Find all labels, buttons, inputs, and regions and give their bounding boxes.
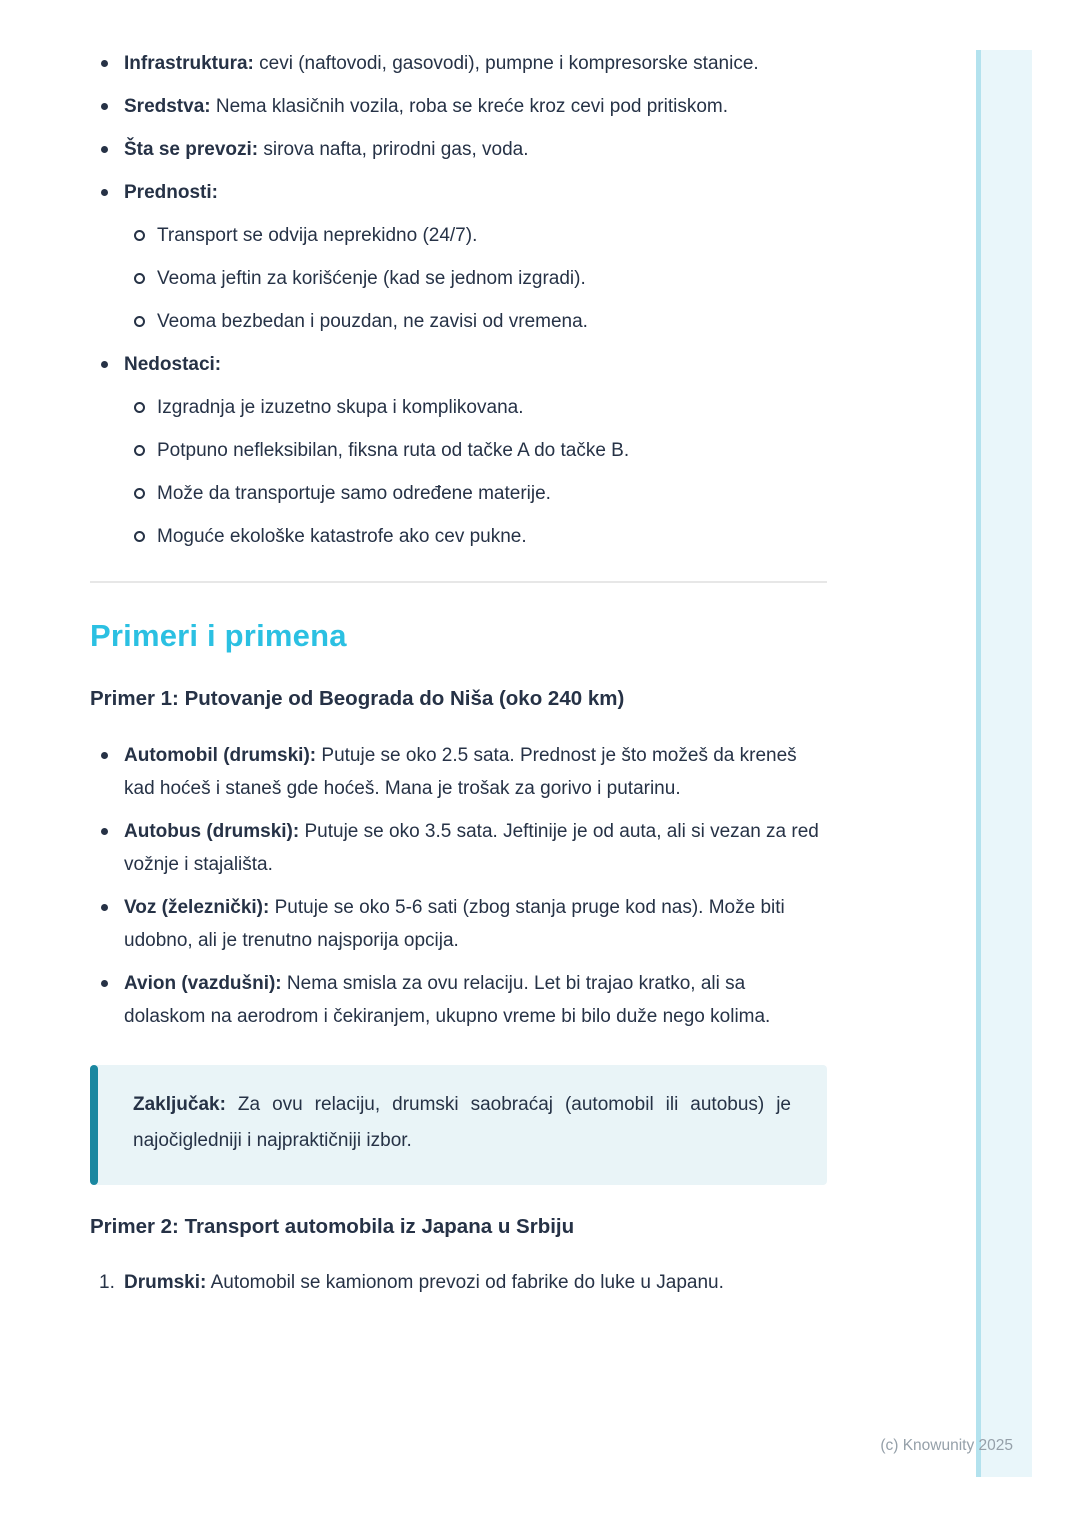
circle-bullet-icon <box>134 531 145 542</box>
callout-accent-bar <box>90 1065 98 1185</box>
circle-bullet-icon <box>134 273 145 284</box>
conclusion-callout <box>90 1065 827 1185</box>
sublist-item <box>124 520 827 553</box>
bullet-icon <box>101 189 108 196</box>
sublist-item <box>124 262 827 295</box>
sublist-item-text: Izgradnja je izuzetno skupa i komplikovana. <box>157 397 524 418</box>
list-item-prednosti <box>90 176 827 338</box>
circle-bullet-icon <box>134 445 145 456</box>
primer2-list <box>90 1266 827 1299</box>
list-item-sredstva <box>90 90 827 123</box>
list-item-text: Nema klasičnih vozila, roba se kreće kroz cevi pod pritiskom. <box>215 96 729 117</box>
list-item-label: Nedostaci: <box>124 354 222 375</box>
bullet-icon <box>101 828 108 835</box>
list-item-text: Nema smisla za ovu relaciju. Let bi trajao kratko, ali sa dolaskom na aerodrom i čekiranjem, ukupno vreme bi bilo duže nego kolima. <box>124 973 771 1027</box>
bullet-icon <box>101 146 108 153</box>
ordinal-marker: 1. <box>99 1272 115 1293</box>
sublist-item-text: Može da transportuje samo određene materije. <box>157 483 551 504</box>
pipeline-properties-list <box>90 47 827 553</box>
sublist-item-text: Transport se odvija neprekidno (24/7). <box>157 225 478 246</box>
list-item-label: Šta se prevozi: <box>124 139 259 160</box>
list-item-label: Voz (železnički): <box>124 897 270 918</box>
callout-label: Zaključak: <box>133 1094 226 1115</box>
primer1-list <box>90 739 827 1033</box>
nedostaci-sublist <box>124 391 827 553</box>
copyright-note: (c) Knowunity 2025 <box>880 1437 1013 1454</box>
sublist-item-text: Veoma bezbedan i pouzdan, ne zavisi od vremena. <box>157 311 588 332</box>
list-item-infrastruktura <box>90 47 827 80</box>
list-item-label: Automobil (drumski): <box>124 745 317 766</box>
prednosti-sublist <box>124 219 827 338</box>
list-item-text: sirova nafta, prirodni gas, voda. <box>263 139 529 160</box>
list-item-text: Putuje se oko 3.5 sata. Jeftinije je od auta, ali si vezan za red vožnje i stajališta. <box>124 821 819 875</box>
section-title: Primeri i primena <box>90 618 347 653</box>
sublist-item <box>124 434 827 467</box>
list-item-nedostaci <box>90 348 827 553</box>
callout-text <box>133 1087 791 1159</box>
list-item-label: Drumski: <box>124 1272 207 1293</box>
sublist-item-text: Potpuno nefleksibilan, fiksna ruta od tačke A do tačke B. <box>157 440 630 461</box>
list-item-label: Sredstva: <box>124 96 211 117</box>
page-edge-stripe <box>976 50 1032 1477</box>
bullet-icon <box>101 980 108 987</box>
sublist-item <box>124 305 827 338</box>
primer1-heading: Primer 1: Putovanje od Beograda do Niša (oko 240 km) <box>90 687 625 710</box>
list-item-label: Infrastruktura: <box>124 53 254 74</box>
bullet-icon <box>101 60 108 67</box>
list-item-label: Autobus (drumski): <box>124 821 300 842</box>
bullet-icon <box>101 103 108 110</box>
sublist-item <box>124 219 827 252</box>
list-item-text: Putuje se oko 2.5 sata. Prednost je što možeš da kreneš kad hoćeš i staneš gde hoćeš. Mana je trošak za gorivo i putarinu. <box>124 745 797 799</box>
list-item-label: Prednosti: <box>124 182 218 203</box>
bullet-icon <box>101 752 108 759</box>
list-item-automobil <box>90 739 827 805</box>
list-item-drumski <box>90 1266 827 1299</box>
sublist-item <box>124 477 827 510</box>
list-item-sta-se-prevozi <box>90 133 827 166</box>
circle-bullet-icon <box>134 230 145 241</box>
list-item-autobus <box>90 815 827 881</box>
circle-bullet-icon <box>134 402 145 413</box>
list-item-label: Avion (vazdušni): <box>124 973 282 994</box>
list-item-text: cevi (naftovodi, gasovodi), pumpne i kompresorske stanice. <box>259 53 759 74</box>
sublist-item-text: Veoma jeftin za korišćenje (kad se jednom izgradi). <box>157 268 586 289</box>
bullet-icon <box>101 361 108 368</box>
list-item-voz <box>90 891 827 957</box>
bullet-icon <box>101 904 108 911</box>
circle-bullet-icon <box>134 316 145 327</box>
circle-bullet-icon <box>134 488 145 499</box>
list-item-text: Putuje se oko 5-6 sati (zbog stanja pruge kod nas). Može biti udobno, ali je trenutno najsporija opcija. <box>124 897 785 951</box>
section-divider <box>90 581 827 583</box>
document-content <box>90 0 827 1299</box>
list-item-avion <box>90 967 827 1033</box>
callout-body: Za ovu relaciju, drumski saobraćaj (automobil ili autobus) je najočigledniji i najpraktičniji izbor. <box>133 1094 791 1151</box>
primer2-heading: Primer 2: Transport automobila iz Japana u Srbiju <box>90 1215 575 1238</box>
sublist-item <box>124 391 827 424</box>
list-item-text: Automobil se kamionom prevozi od fabrike do luke u Japanu. <box>210 1272 724 1293</box>
sublist-item-text: Moguće ekološke katastrofe ako cev pukne. <box>157 526 527 547</box>
